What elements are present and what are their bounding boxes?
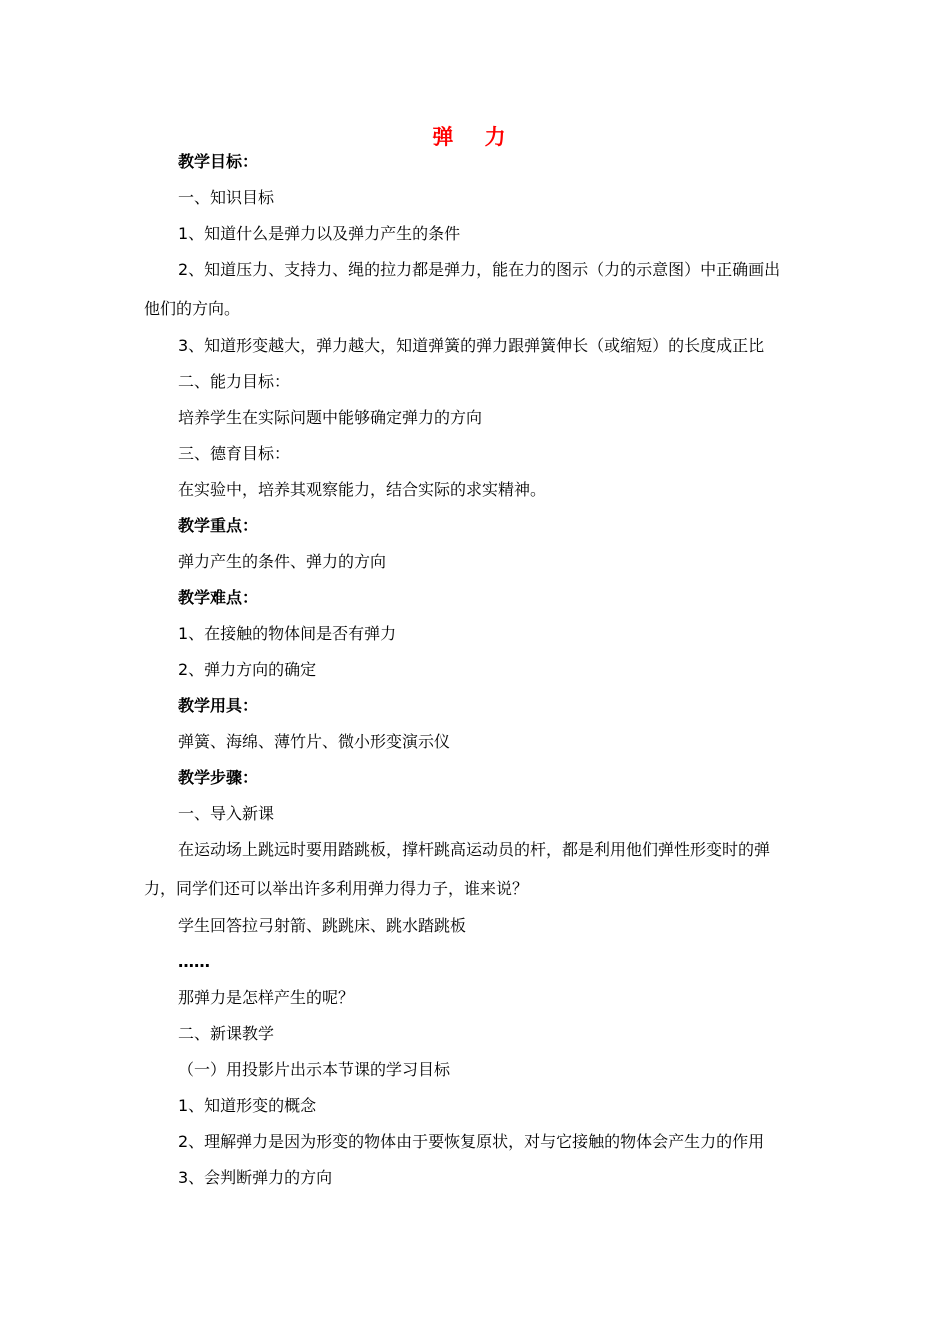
body-text-line: 1、知道形变的概念 <box>178 1096 317 1115</box>
body-text-line: 他们的方向。 <box>144 299 241 318</box>
body-text-line: 三、德育目标： <box>178 444 291 463</box>
section-heading: 教学难点： <box>178 588 259 607</box>
body-text-line: 二、新课教学 <box>178 1024 275 1043</box>
body-text-line: 2、弹力方向的确定 <box>178 660 317 679</box>
section-heading: 教学重点： <box>178 516 259 535</box>
body-text-line: 1、知道什么是弹力以及弹力产生的条件 <box>178 224 461 243</box>
body-text-line: 那弹力是怎样产生的呢？ <box>178 988 355 1007</box>
body-text-line: 弹簧、海绵、薄竹片、微小形变演示仪 <box>178 732 451 751</box>
section-heading: 教学目标： <box>178 152 259 171</box>
body-text-line: 1、在接触的物体间是否有弹力 <box>178 624 397 643</box>
body-text-line: 二、能力目标： <box>178 372 291 391</box>
body-text-line: 一、知识目标 <box>178 188 275 207</box>
body-text-line: 3、会判断弹力的方向 <box>178 1168 333 1187</box>
section-heading: 教学用具： <box>178 696 259 715</box>
body-text-line: 在实验中，培养其观察能力，结合实际的求实精神。 <box>178 480 547 499</box>
body-text-line: 在运动场上跳远时要用踏跳板，撑杆跳高运动员的杆，都是利用他们弹性形变时的弹 <box>178 840 771 859</box>
body-text-line: （一）用投影片出示本节课的学习目标 <box>178 1060 451 1079</box>
document-title: 弹 力 <box>432 125 518 149</box>
section-heading: …… <box>178 952 210 971</box>
body-text-line: 弹力产生的条件、弹力的方向 <box>178 552 387 571</box>
body-text-line: 2、知道压力、支持力、绳的拉力都是弹力，能在力的图示（力的示意图）中正确画出 <box>178 260 781 279</box>
body-text-line: 3、知道形变越大，弹力越大，知道弹簧的弹力跟弹簧伸长（或缩短）的长度成正比 <box>178 336 765 355</box>
section-heading: 教学步骤： <box>178 768 259 787</box>
body-text-line: 培养学生在实际问题中能够确定弹力的方向 <box>178 408 483 427</box>
body-text-line: 一、导入新课 <box>178 804 275 823</box>
body-text-line: 学生回答拉弓射箭、跳跳床、跳水踏跳板 <box>178 916 467 935</box>
body-text-line: 力，同学们还可以举出许多利用弹力得力子，谁来说？ <box>144 879 529 898</box>
body-text-line: 2、理解弹力是因为形变的物体由于要恢复原状，对与它接触的物体会产生力的作用 <box>178 1132 765 1151</box>
